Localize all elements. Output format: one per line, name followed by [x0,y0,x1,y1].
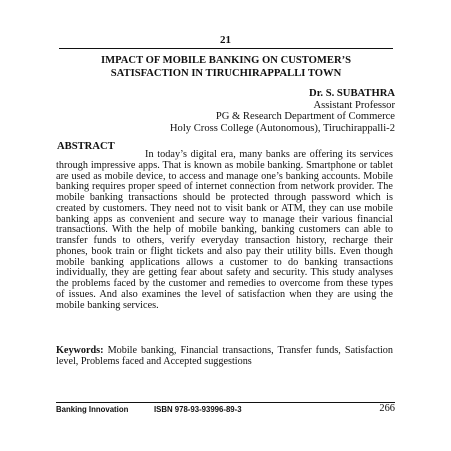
keywords-text: Mobile banking, Financial transactions, Transfer funds, Satisfaction level, Problems faced and Accepted suggestions [56,345,393,367]
keywords-label: Keywords: [56,345,104,356]
title-line-2: SATISFACTION IN TIRUCHIRAPPALLI TOWN [110,67,342,79]
abstract-body: In today’s digital era, many banks are offering its services through impressive apps. That is known as mobile banking. Smartphone or tablet are used as mobile device, to access and manage one’s banking accounts. Mobile banking requires proper speed of internet connection from network provider. The mobile banking transactions should be protected through password which is created by customers. They need not to visit bank or ATM, they can use mobile banking apps as convenient and secure way to manage their various financial transactions. With the help of mobile banking, banking customers can able to transfer funds to others, verify everyday transaction history, recharge their phones, book train or flight tickets and also pay their utility bills. Even though mobile banking applications allows a customer to do banking transactions individually, they are getting fear about safety and security. This study analyses the problems faced by the customer and remedies to overcome from these types of issues. And also examines the level of satisfaction when they are using the mobile banking services. [56,149,393,311]
author-block [170,88,395,134]
footer-isbn: ISBN 978-93-93996-89-3 [154,405,242,414]
keywords-paragraph [56,346,393,368]
author-institution: Holy Cross College (Autonomous), Tiruchirappalli-2 [169,122,395,134]
footer-rule [56,402,395,403]
abstract-heading: ABSTRACT [57,141,115,152]
author-department: PG & Research Department of Commerce [215,111,395,122]
footer-page-number: 266 [379,403,395,414]
paper-title [59,55,393,80]
title-line-1: IMPACT OF MOBILE BANKING ON CUSTOMER’S [100,55,352,66]
header-rule [59,48,393,49]
page-number: 21 [220,34,231,46]
author-name: Dr. S. SUBATHRA [309,88,395,99]
author-designation: Assistant Professor [313,99,395,111]
footer-journal: Banking Innovation [56,405,129,414]
